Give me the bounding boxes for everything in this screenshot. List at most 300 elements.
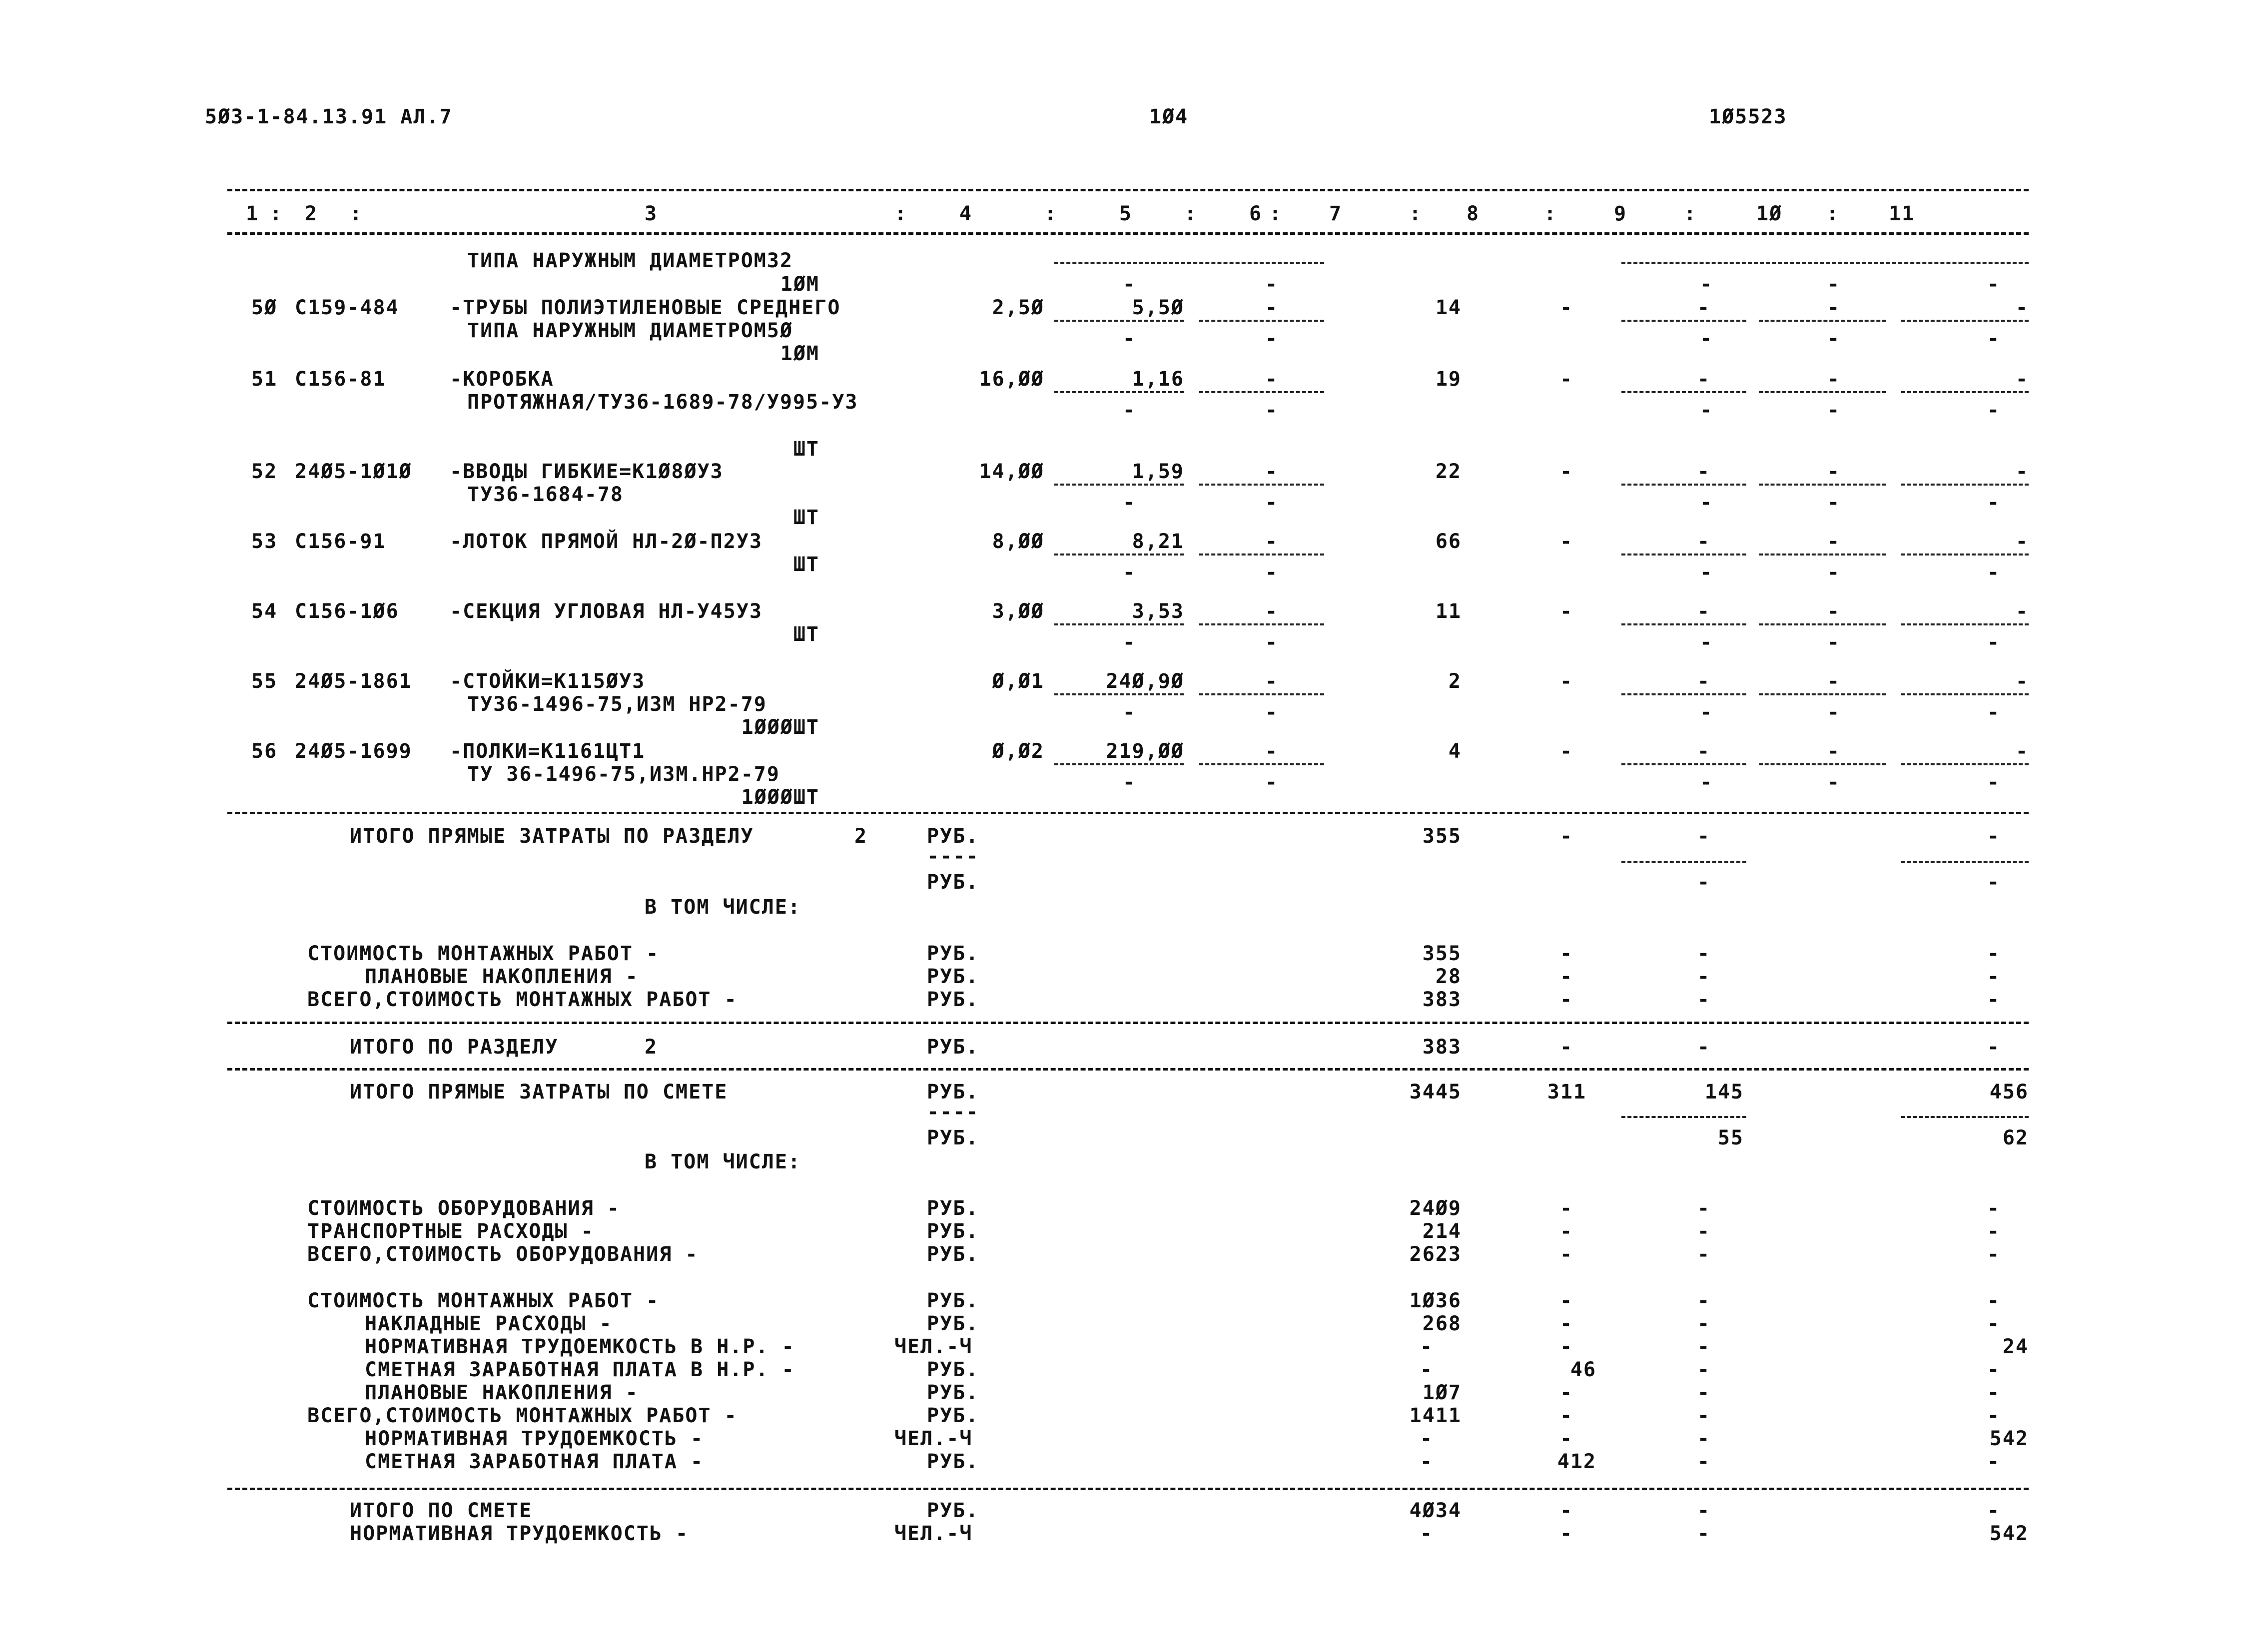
item-price: 219,ØØ (1106, 740, 1184, 763)
sub-rule (1901, 320, 2029, 322)
dash: - (1420, 1522, 1434, 1545)
sub-rule (1621, 623, 1746, 625)
dash: - (1987, 399, 2001, 422)
dash: - (1827, 530, 1841, 553)
dash: - (1697, 988, 1711, 1011)
dash: - (1827, 561, 1841, 584)
item-quantity: Ø,Ø1 (992, 670, 1044, 693)
item-name: ПРОТЯЖНАЯ/ТУ36-1689-78/У995-У3 (467, 391, 858, 414)
dash: - (1697, 296, 1711, 319)
sub-rule (1199, 693, 1324, 695)
item-name: -СЕКЦИЯ УГЛОВАЯ НЛ-У45У3 (450, 600, 762, 623)
sub-rule (1621, 763, 1746, 765)
dash: - (1122, 273, 1136, 296)
total-value: 62 (2002, 1126, 2029, 1149)
item-unit: 1ØМ (780, 273, 819, 296)
dash: - (1265, 561, 1279, 584)
item-code: С156-1Ø6 (295, 600, 399, 623)
dash: - (2015, 368, 2029, 391)
summary-label: НОРМАТИВНАЯ ТРУДОЕМКОСТЬ - (350, 1522, 689, 1545)
dash: - (1265, 273, 1279, 296)
dash: - (1697, 740, 1711, 763)
item-name: ТУ36-1496-75,ИЗМ НР2-79 (467, 693, 767, 716)
sub-rule (1054, 693, 1184, 695)
summary-label: НОРМАТИВНАЯ ТРУДОЕМКОСТЬ - (365, 1427, 704, 1450)
summary-value: 1411 (1409, 1404, 1462, 1427)
column-number: 2 (305, 202, 318, 225)
sub-rule (1901, 391, 2029, 393)
dash: - (1697, 825, 1711, 848)
item-quantity: 3,ØØ (992, 600, 1044, 623)
dash: - (1827, 327, 1841, 350)
item-number: 5Ø (251, 296, 278, 319)
dash: - (2015, 530, 2029, 553)
unit-label: ЧЕЛ.-Ч (894, 1427, 973, 1450)
column-separator: : (894, 202, 908, 225)
column-number: 1Ø (1756, 202, 1783, 225)
dash: - (1265, 327, 1279, 350)
summary-value: 2623 (1409, 1243, 1462, 1266)
column-number: 9 (1614, 202, 1627, 225)
summary-label: ПЛАНОВЫЕ НАКОПЛЕНИЯ - (365, 1381, 639, 1404)
sub-rule (1759, 623, 1886, 625)
sub-rule (1901, 553, 2029, 555)
dash: - (1122, 491, 1136, 514)
sub-rule (1054, 391, 1184, 393)
dash: - (1559, 942, 1573, 965)
dash: - (1827, 460, 1841, 483)
item-price: 8,21 (1132, 530, 1184, 553)
item-unit: ШТ (793, 623, 819, 646)
column-separator: : (1409, 202, 1423, 225)
summary-label: СТОИМОСТЬ МОНТАЖНЫХ РАБОТ - (307, 1289, 660, 1312)
item-unit: ШТ (793, 438, 819, 461)
dash: - (1697, 1312, 1711, 1335)
summary-label: СМЕТНАЯ ЗАРАБОТНАЯ ПЛАТА - (365, 1450, 704, 1473)
dash: - (1265, 670, 1279, 693)
dash: - (1265, 530, 1279, 553)
dash: - (2015, 460, 2029, 483)
summary-value: 214 (1422, 1220, 1462, 1243)
item-unit: ШТ (793, 553, 819, 576)
dash: - (1697, 670, 1711, 693)
including-label: В ТОМ ЧИСЛЕ: (645, 1150, 801, 1173)
total-label: ИТОГО ПРЯМЫЕ ЗАТРАТЫ ПО СМЕТЕ (350, 1081, 728, 1103)
sub-rule (1901, 623, 2029, 625)
sub-rule (1901, 693, 2029, 695)
total-value: 4Ø34 (1409, 1499, 1462, 1522)
summary-value: 1Ø7 (1422, 1381, 1462, 1404)
total-value: 311 (1547, 1081, 1586, 1103)
column-number: 7 (1329, 202, 1343, 225)
dash: - (1265, 296, 1279, 319)
dash: - (1697, 942, 1711, 965)
dash: - (1987, 1243, 2001, 1266)
item-total: 11 (1435, 600, 1462, 623)
summary-label: ТРАНСПОРТНЫЕ РАСХОДЫ - (307, 1220, 594, 1243)
sub-rule (1901, 1116, 2029, 1118)
item-total: 66 (1435, 530, 1462, 553)
item-name: ТИПА НАРУЖНЫМ ДИАМЕТРОМ32 (467, 249, 793, 272)
total-value: 355 (1422, 825, 1462, 848)
unit-label: РУБ. (927, 942, 979, 965)
item-name: -КОРОБКА (450, 368, 554, 391)
dash: - (1827, 491, 1841, 514)
dash: - (1265, 600, 1279, 623)
summary-label: ВСЕГО,СТОИМОСТЬ ОБОРУДОВАНИЯ - (307, 1243, 699, 1266)
sub-rule (1621, 484, 1746, 486)
item-code: С156-81 (295, 368, 386, 391)
total-value: 145 (1704, 1081, 1744, 1103)
dash: - (1265, 491, 1279, 514)
total-label: ИТОГО ПРЯМЫЕ ЗАТРАТЫ ПО РАЗДЕЛУ (350, 825, 754, 848)
dash: - (1987, 701, 2001, 724)
dash: - (1827, 273, 1841, 296)
summary-value: 383 (1422, 988, 1462, 1011)
dash: - (1697, 1499, 1711, 1522)
sub-rule (1054, 553, 1184, 555)
sub-rule (1054, 623, 1184, 625)
dash: - (2015, 670, 2029, 693)
item-total: 2 (1448, 670, 1462, 693)
unit-label: РУБ. (927, 1126, 979, 1149)
item-unit: 1ØØØШТ (741, 786, 819, 809)
dash: - (2015, 600, 2029, 623)
sub-rule (1621, 553, 1746, 555)
dash: - (1697, 1335, 1711, 1358)
dash: - (1122, 561, 1136, 584)
sub-rule (1621, 861, 1746, 863)
sub-rule (1901, 861, 2029, 863)
including-label: В ТОМ ЧИСЛЕ: (645, 896, 801, 919)
item-price: 24Ø,9Ø (1106, 670, 1184, 693)
dash: - (1697, 1220, 1711, 1243)
sub-rule (1054, 763, 1184, 765)
sub-rule (1759, 763, 1886, 765)
dash: - (1987, 1450, 2001, 1473)
unit-label: РУБ. (927, 1081, 979, 1103)
item-name: -ТРУБЫ ПОЛИЭТИЛЕНОВЫЕ СРЕДНЕГО (450, 296, 841, 319)
unit-label: РУБ. (927, 1404, 979, 1427)
unit-label: РУБ. (927, 1450, 979, 1473)
sub-rule (1199, 391, 1324, 393)
dash: - (1699, 327, 1713, 350)
dash: - (1987, 1289, 2001, 1312)
summary-value: 355 (1422, 942, 1462, 965)
column-separator: : (1269, 202, 1283, 225)
section-number: 2 (645, 1036, 658, 1059)
dash: - (1559, 825, 1573, 848)
dash: - (1699, 561, 1713, 584)
dash: - (2015, 740, 2029, 763)
column-separator: : (1044, 202, 1058, 225)
column-separator: : (1544, 202, 1557, 225)
total-value: 3445 (1409, 1081, 1462, 1103)
total-value: 383 (1422, 1036, 1462, 1059)
dash: - (1987, 491, 2001, 514)
summary-value: 1Ø36 (1409, 1289, 1462, 1312)
column-number: 8 (1467, 202, 1480, 225)
dash: - (1122, 399, 1136, 422)
item-number: 51 (251, 368, 278, 391)
item-price: 1,16 (1132, 368, 1184, 391)
column-separator: : (350, 202, 363, 225)
unit-label: РУБ. (927, 1197, 979, 1220)
dash: - (1987, 327, 2001, 350)
item-unit: ШТ (793, 506, 819, 529)
summary-value: 24Ø9 (1409, 1197, 1462, 1220)
dash: - (1559, 965, 1573, 988)
item-total: 19 (1435, 368, 1462, 391)
item-code: С156-91 (295, 530, 386, 553)
dash: - (1265, 368, 1279, 391)
page-number: 1Ø4 (1149, 105, 1189, 128)
item-code: С159-484 (295, 296, 399, 319)
dash: - (1265, 701, 1279, 724)
dash: - (1987, 1499, 2001, 1522)
dash: - (1827, 670, 1841, 693)
item-quantity: Ø,Ø2 (992, 740, 1044, 763)
unit-label: РУБ. (927, 1243, 979, 1266)
item-number: 54 (251, 600, 278, 623)
dashed-rule (227, 1068, 2029, 1071)
dash: - (1420, 1335, 1434, 1358)
dash: - (1699, 399, 1713, 422)
separator: ---- (927, 1101, 979, 1123)
dash: - (1420, 1450, 1434, 1473)
dash: - (1699, 273, 1713, 296)
column-separator: : (1184, 202, 1198, 225)
dash: - (1987, 871, 2001, 894)
dash: - (1987, 1036, 2001, 1059)
sub-rule (1621, 391, 1746, 393)
dash: - (1559, 1220, 1573, 1243)
dash: - (1697, 368, 1711, 391)
summary-label: ВСЕГО,СТОИМОСТЬ МОНТАЖНЫХ РАБОТ - (307, 988, 738, 1011)
summary-value: 46 (1570, 1358, 1596, 1381)
dash: - (1827, 701, 1841, 724)
unit-label: РУБ. (927, 1036, 979, 1059)
column-number: 1 (246, 202, 259, 225)
column-separator: : (270, 202, 283, 225)
dash: - (1827, 600, 1841, 623)
dash: - (1559, 1312, 1573, 1335)
dash: - (1699, 771, 1713, 794)
dash: - (1559, 1427, 1573, 1450)
sub-rule (1759, 693, 1886, 695)
dash: - (1697, 530, 1711, 553)
item-price: 1,59 (1132, 460, 1184, 483)
item-name: ТИПА НАРУЖНЫМ ДИАМЕТРОМ5Ø (467, 319, 793, 342)
dash: - (1987, 988, 2001, 1011)
column-separator: : (1684, 202, 1697, 225)
item-name: ТУ 36-1496-75,ИЗМ.НР2-79 (467, 763, 780, 786)
summary-label: ПЛАНОВЫЕ НАКОПЛЕНИЯ - (365, 965, 639, 988)
dash: - (1699, 491, 1713, 514)
item-name: ТУ36-1684-78 (467, 483, 624, 506)
dash: - (1559, 1381, 1573, 1404)
summary-label: СТОИМОСТЬ МОНТАЖНЫХ РАБОТ - (307, 942, 660, 965)
dash: - (1697, 1289, 1711, 1312)
sub-rule (1621, 1116, 1746, 1118)
summary-label: НОРМАТИВНАЯ ТРУДОЕМКОСТЬ В Н.Р. - (365, 1335, 795, 1358)
dash: - (1827, 631, 1841, 654)
dash: - (1697, 1358, 1711, 1381)
dash: - (1559, 600, 1573, 623)
dash: - (1697, 1404, 1711, 1427)
sub-rule (1759, 553, 1886, 555)
dashed-rule (227, 189, 2029, 191)
item-total: 14 (1435, 296, 1462, 319)
sub-rule (1621, 693, 1746, 695)
dash: - (1987, 965, 2001, 988)
dash: - (1697, 1427, 1711, 1450)
dash: - (1559, 1335, 1573, 1358)
total-value: 542 (1989, 1522, 2029, 1545)
document-number: 1Ø5523 (1709, 105, 1787, 128)
item-number: 52 (251, 460, 278, 483)
item-code: 24Ø5-1861 (295, 670, 412, 693)
dash: - (1265, 771, 1279, 794)
sub-rule (1759, 391, 1886, 393)
dash: - (1987, 631, 2001, 654)
sub-rule (1199, 623, 1324, 625)
summary-label: СТОИМОСТЬ ОБОРУДОВАНИЯ - (307, 1197, 620, 1220)
unit-label: РУБ. (927, 965, 979, 988)
dash: - (1559, 1499, 1573, 1522)
dashed-rule (227, 812, 2029, 814)
item-name: -ЛОТОК ПРЯМОЙ НЛ-2Ø-П2У3 (450, 530, 762, 553)
item-code: 24Ø5-1Ø1Ø (295, 460, 412, 483)
unit-label: ЧЕЛ.-Ч (894, 1335, 973, 1358)
dash: - (1697, 965, 1711, 988)
summary-label: ВСЕГО,СТОИМОСТЬ МОНТАЖНЫХ РАБОТ - (307, 1404, 738, 1427)
item-unit: 1ØМ (780, 342, 819, 365)
item-unit: 1ØØØШТ (741, 716, 819, 739)
section-number: 2 (854, 825, 868, 848)
total-value: 456 (1989, 1081, 2029, 1103)
dash: - (1987, 273, 2001, 296)
dash: - (1559, 530, 1573, 553)
sub-rule (1199, 553, 1324, 555)
dash: - (1559, 460, 1573, 483)
summary-label: НАКЛАДНЫЕ РАСХОДЫ - (365, 1312, 613, 1335)
dash: - (1697, 1381, 1711, 1404)
dash: - (1559, 670, 1573, 693)
dash: - (1559, 740, 1573, 763)
separator: ---- (927, 845, 979, 868)
item-quantity: 8,ØØ (992, 530, 1044, 553)
item-number: 56 (251, 740, 278, 763)
dash: - (1697, 1450, 1711, 1473)
dash: - (1420, 1358, 1434, 1381)
dash: - (1265, 460, 1279, 483)
item-total: 4 (1448, 740, 1462, 763)
dash: - (1987, 825, 2001, 848)
dash: - (2015, 296, 2029, 319)
sub-rule (1054, 320, 1184, 322)
summary-value: 24 (2002, 1335, 2029, 1358)
item-name: -ВВОДЫ ГИБКИЕ=К1Ø8ØУ3 (450, 460, 724, 483)
dash: - (1559, 1243, 1573, 1266)
dashed-rule (227, 1022, 2029, 1024)
dash: - (1987, 1312, 2001, 1335)
dash: - (1699, 631, 1713, 654)
item-name: -ПОЛКИ=К1161ЦТ1 (450, 740, 646, 763)
dash: - (1122, 327, 1136, 350)
total-label: ИТОГО ПО РАЗДЕЛУ (350, 1036, 559, 1059)
unit-label: ЧЕЛ.-Ч (894, 1522, 973, 1545)
summary-value: 28 (1435, 965, 1462, 988)
dash: - (1987, 1197, 2001, 1220)
dash: - (1559, 368, 1573, 391)
dash: - (1987, 942, 2001, 965)
unit-label: РУБ. (927, 1312, 979, 1335)
column-separator: : (1826, 202, 1840, 225)
item-name: -СТОЙКИ=К115ØУ3 (450, 670, 646, 693)
dash: - (1559, 988, 1573, 1011)
dash: - (1697, 1197, 1711, 1220)
item-quantity: 2,5Ø (992, 296, 1044, 319)
dash: - (1420, 1427, 1434, 1450)
column-number: 3 (645, 202, 658, 225)
document-code: 5Ø3-1-84.13.91 АЛ.7 (205, 105, 453, 128)
dash: - (1987, 771, 2001, 794)
dash: - (1265, 399, 1279, 422)
dash: - (1265, 631, 1279, 654)
sub-rule (1054, 262, 1324, 264)
sub-rule (1759, 320, 1886, 322)
dash: - (1987, 1381, 2001, 1404)
summary-label: СМЕТНАЯ ЗАРАБОТНАЯ ПЛАТА В Н.Р. - (365, 1358, 795, 1381)
dash: - (1697, 871, 1711, 894)
total-label: ИТОГО ПО СМЕТЕ (350, 1499, 533, 1522)
column-number: 4 (959, 202, 973, 225)
sub-rule (1054, 484, 1184, 486)
dash: - (1827, 740, 1841, 763)
unit-label: РУБ. (927, 988, 979, 1011)
unit-label: РУБ. (927, 1381, 979, 1404)
item-number: 55 (251, 670, 278, 693)
column-number: 11 (1889, 202, 1915, 225)
sub-rule (1199, 484, 1324, 486)
dash: - (1987, 561, 2001, 584)
dash: - (1827, 399, 1841, 422)
dash: - (1559, 1197, 1573, 1220)
dash: - (1699, 701, 1713, 724)
item-number: 53 (251, 530, 278, 553)
dash: - (1122, 701, 1136, 724)
dash: - (1697, 1036, 1711, 1059)
item-quantity: 14,ØØ (979, 460, 1044, 483)
sub-rule (1621, 262, 2029, 264)
summary-value: 542 (1989, 1427, 2029, 1450)
sub-rule (1199, 763, 1324, 765)
dash: - (1987, 1220, 2001, 1243)
dash: - (1827, 771, 1841, 794)
item-code: 24Ø5-1699 (295, 740, 412, 763)
unit-label: РУБ. (927, 825, 979, 848)
dash: - (1559, 1036, 1573, 1059)
sub-rule (1759, 484, 1886, 486)
item-price: 5,5Ø (1132, 296, 1184, 319)
summary-value: 268 (1422, 1312, 1462, 1335)
dash: - (1559, 1404, 1573, 1427)
dash: - (1987, 1358, 2001, 1381)
unit-label: РУБ. (927, 1220, 979, 1243)
dash: - (1827, 368, 1841, 391)
item-quantity: 16,ØØ (979, 368, 1044, 391)
